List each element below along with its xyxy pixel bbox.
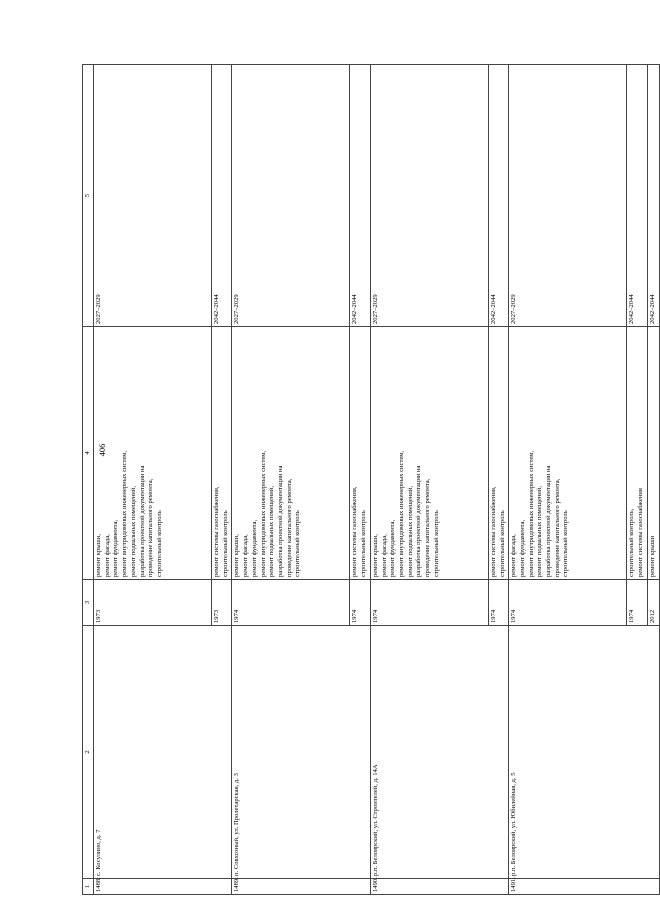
table-row	[509, 65, 627, 895]
address-cell-continued	[488, 626, 508, 879]
work-item: ремонт внутридомовых инженерных систем,	[397, 450, 405, 577]
work-item: ремонт крыши,	[95, 534, 102, 577]
page-number: 406	[97, 443, 107, 457]
work-item: ремонт внутридомовых инженерных систем,	[527, 450, 535, 577]
table-row	[212, 65, 232, 895]
year-cell: 1974	[509, 580, 627, 626]
work-item: разработка проектной документации на	[276, 465, 284, 577]
address-cell: р.п. Белоярский, ул. Строителей, д. 14А	[370, 626, 488, 879]
document-sheet	[82, 65, 656, 895]
works-cell	[212, 327, 232, 580]
year-cell: 1974	[370, 580, 488, 626]
work-item: строительный контроль,	[628, 508, 636, 577]
address-cell: с. Косулино, д. 7	[94, 626, 212, 879]
header-row	[83, 65, 94, 895]
period-cell: 2027–2029	[94, 65, 212, 327]
work-item: ремонт крыши,	[371, 534, 379, 577]
row-number: 1491.	[509, 879, 627, 895]
address-cell-continued	[212, 626, 232, 879]
table-body	[94, 65, 660, 895]
work-item: ремонт системы газоснабжения	[636, 488, 644, 577]
table-row	[350, 65, 370, 895]
work-item: проведение капитального ремонта,	[285, 478, 293, 577]
work-item: строительный контроль	[221, 510, 229, 577]
work-item: ремонт подвальных помещений,	[268, 486, 276, 577]
work-item: ремонт фасада,	[380, 534, 388, 577]
period-cell: 2027–2029	[509, 65, 627, 327]
works-cell	[350, 327, 370, 580]
table-row	[488, 65, 508, 895]
work-item: ремонт системы газоснабжения,	[213, 486, 220, 577]
work-item: проведение капитального ремонта,	[553, 478, 561, 577]
work-item: строительный контроль	[294, 510, 302, 577]
works-cell	[370, 327, 488, 580]
work-item: строительный контроль	[360, 510, 368, 577]
work-item: разработка проектной документации на	[138, 465, 146, 577]
row-number-continued	[488, 879, 508, 895]
work-item: строительный контроль	[155, 510, 163, 577]
year-cell: 1973	[94, 580, 212, 626]
work-item: ремонт подвальных помещений,	[129, 486, 137, 577]
work-item: ремонт фундамента,	[112, 519, 120, 577]
work-item: проведение капитального ремонта,	[147, 478, 155, 577]
work-item: разработка проектной документации на	[545, 465, 553, 577]
works-cell	[647, 327, 659, 580]
works-cell	[509, 327, 627, 580]
period-cell: 2042–2044	[647, 65, 659, 327]
header-col-2: 2	[83, 626, 94, 879]
works-cell	[94, 327, 212, 580]
address-cell-continued	[647, 626, 659, 879]
address-cell: р.п. Белоярский, ул. Юбилейная, д. 5	[509, 626, 627, 879]
work-item: ремонт фундамента,	[250, 519, 258, 577]
period-cell: 2042–2044	[488, 65, 508, 327]
work-item: разработка проектной документации на	[415, 465, 423, 577]
work-item: ремонт системы газоснабжения,	[351, 486, 359, 577]
header-col-3: 3	[83, 580, 94, 626]
row-number-continued	[627, 879, 647, 895]
work-item: ремонт крыши	[648, 535, 656, 577]
works-cell	[627, 327, 647, 580]
work-item: ремонт крыши,	[233, 534, 241, 577]
year-cell: 2012	[647, 580, 659, 626]
work-item: проведение капитального ремонта,	[424, 478, 432, 577]
period-cell: 2027–2029	[232, 65, 350, 327]
period-cell: 2027–2029	[370, 65, 488, 327]
period-cell: 2042–2044	[212, 65, 232, 327]
table-row	[627, 65, 647, 895]
work-item: ремонт внутридомовых инженерных систем,	[259, 450, 267, 577]
work-item: ремонт фундамента,	[518, 519, 526, 577]
address-cell: п. Совхозный, ул. Пролетарская, д. 3	[232, 626, 350, 879]
year-cell: 1974	[232, 580, 350, 626]
capital-repair-table	[82, 64, 660, 895]
work-item: ремонт внутридомовых инженерных систем,	[121, 450, 129, 577]
table-row	[647, 65, 659, 895]
row-number: 1488.	[94, 879, 212, 895]
row-number-continued	[350, 879, 370, 895]
address-cell-continued	[350, 626, 370, 879]
row-number-continued	[647, 879, 659, 895]
works-cell	[488, 327, 508, 580]
work-item: ремонт подвальных помещений,	[406, 486, 414, 577]
year-cell: 1974	[350, 580, 370, 626]
works-cell	[232, 327, 350, 580]
work-item: ремонт системы газоснабжения,	[489, 486, 497, 577]
row-number: 1490.	[370, 879, 488, 895]
year-cell: 1973	[212, 580, 232, 626]
work-item: ремонт фасада,	[242, 534, 250, 577]
header-col-1: 1	[83, 879, 94, 895]
table-row	[94, 65, 212, 895]
work-item: строительный контроль	[498, 510, 506, 577]
year-cell: 1974	[627, 580, 647, 626]
work-item: ремонт подвальных помещений,	[536, 486, 544, 577]
year-cell: 1974	[488, 580, 508, 626]
header-col-5: 5	[83, 65, 94, 327]
work-item: ремонт фасада,	[510, 534, 518, 577]
work-item: строительный контроль	[432, 510, 440, 577]
period-cell: 2042–2044	[350, 65, 370, 327]
work-item: ремонт фасада,	[103, 534, 111, 577]
row-number: 1489.	[232, 879, 350, 895]
work-item: строительный контроль	[562, 510, 570, 577]
period-cell: 2042–2044	[627, 65, 647, 327]
table-row	[232, 65, 350, 895]
table-row	[370, 65, 488, 895]
address-cell-continued	[627, 626, 647, 879]
work-item: ремонт фундамента,	[389, 519, 397, 577]
header-col-4: 4	[83, 327, 94, 580]
row-number-continued	[212, 879, 232, 895]
